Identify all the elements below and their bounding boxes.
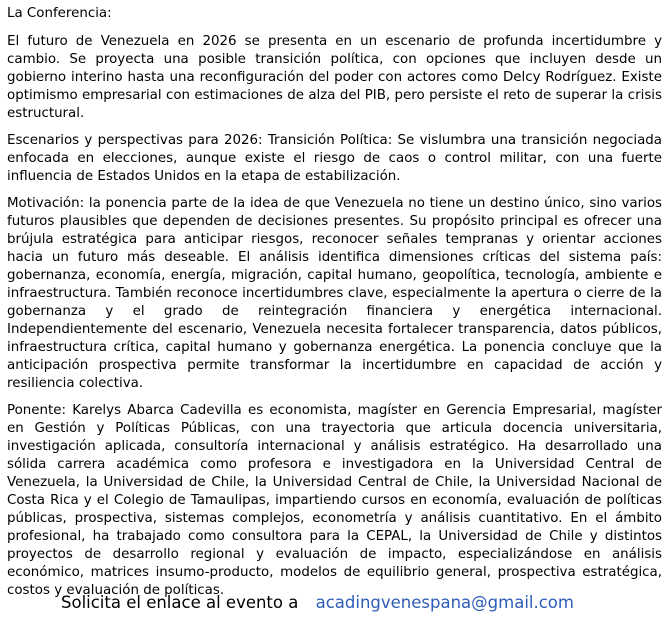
paragraph-scenarios: Escenarios y perspectivas para 2026: Transición Política: Se vislumbra una transición negociada enfocada en elecciones, aunque existe el riesgo de caos o control militar, con una fuerte influencia de Estados Unidos en la etapa de estabilización. xyxy=(7,133,662,184)
paragraph-motivation: Motivación: la ponencia parte de la idea de que Venezuela no tiene un destino único, sino varios futuros plausibles que dependen de decisiones presentes. Su propósito principal es ofrecer una brújula estratégica para anticipar riesgos, reconocer señales tempranas y orientar acciones hacia un futuro más deseable. El análisis identifica dimensiones críticas del sistema país: gobernanza, economía, energía, migración, capital humano, geopolítica, tecnología, ambiente e infraestructura. También reconoce incertidumbres clave, especialmente la apertura o cierre de la gobernanza y el grado de reintegración financiera y energética internacional. Independientemente del escenario, Venezuela necesita fortalecer transparencia, datos públicos, infraestructura crítica, capital humano y gobernanza energética. La ponencia concluye que la anticipación prospectiva permite transformar la incertidumbre en capacidad de acción y resiliencia colectiva. xyxy=(7,196,662,391)
document-body xyxy=(7,5,662,609)
section-heading: La Conferencia: xyxy=(7,6,112,21)
paragraph-intro: El futuro de Venezuela en 2026 se presenta en un escenario de profunda incertidumbre y cambio. Se proyecta una posible transición política, con opciones que incluyen desde un gobierno interino hasta una reconfiguración del poder con actores como Delcy Rodríguez. Existe optimismo empresarial con estimaciones de alza del PIB, pero persiste el reto de superar la crisis estructural. xyxy=(7,34,662,121)
contact-email-link[interactable]: acadingvenespana@gmail.com xyxy=(315,593,574,612)
paragraph-speaker: Ponente: Karelys Abarca Cadevilla es economista, magíster en Gerencia Empresarial, magíster en Gestión y Políticas Públicas, con una trayectoria que articula docencia universitaria, investigación aplicada, consultoría internacional y análisis estratégico. Ha desarrollado una sólida carrera académica como profesora e investigadora en la Universidad Central de Venezuela, la Universidad de Chile, la Universidad Central de Chile, la Universidad Nacional de Costa Rica y el Colegio de Tamaulipas, impartiendo cursos en economía, evaluación de políticas públicas, prospectiva, sistemas complejos, econometría y análisis cuantitativo. En el ámbito profesional, ha trabajado como consultora para la CEPAL, la Universidad de Chile y distintos proyectos de desarrollo regional y evaluación de impacto, especializándose en análisis económico, matrices insumo-producto, modelos de equilibrio general, prospectiva estratégica, costos y evaluación de políticas. xyxy=(7,403,662,598)
event-link-request xyxy=(61,592,574,614)
request-label: Solicita el enlace al evento a xyxy=(61,593,299,612)
